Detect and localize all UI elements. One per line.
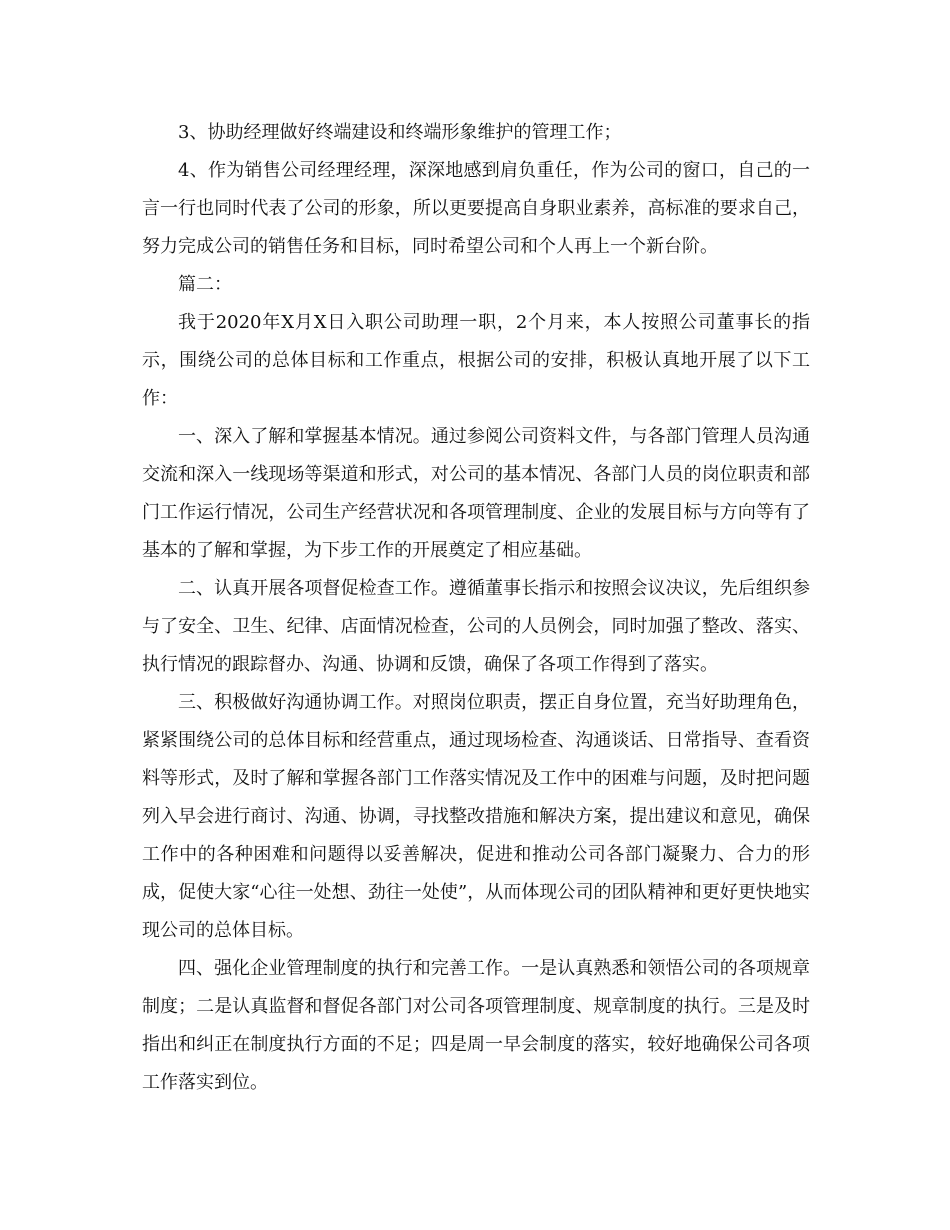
paragraph-section-four: 四、强化企业管理制度的执行和完善工作。一是认真熟悉和领悟公司的各项规章制度；二是认真监督和督促各部门对公司各项管理制度、规章制度的执行。三是及时指出和纠正在制度执行方面的不足；四是周一早会制度的落实，较好地确保公司各项工作落实到位。 <box>142 958 810 1093</box>
intro-paragraph: 我于2020年X月X日入职公司助理一职，2个月来，本人按照公司董事长的指示，围绕公司的总体目标和工作重点，根据公司的安排，积极认真地开展了以下工作： <box>142 312 810 409</box>
paragraph-section-three: 三、积极做好沟通协调工作。对照岗位职责，摆正自身位置，充当好助理角色，紧紧围绕公司的总体目标和经营重点，通过现场检查、沟通谈话、日常指导、查看资料等形式，及时了解和掌握各部门工作落实情况及工作中的困难与问题，及时把问题列入早会进行商讨、沟通、协调，寻找整改措施和解决方案，提出建议和意见，确保工作中的各种困难和问题得以妥善解决，促进和推动公司各部门凝聚力、合力的形成，促使大家“心往一处想、劲往一处使”，从而体现公司的团队精神和更好更快地实现公司的总体目标。 <box>142 692 810 941</box>
document-body <box>142 114 810 1102</box>
paragraph-section-two: 二、认真开展各项督促检查工作。遵循董事长指示和按照会议决议，先后组织参与了安全、卫生、纪律、店面情况检查，公司的人员例会，同时加强了整改、落实、执行情况的跟踪督办、沟通、协调和反馈，确保了各项工作得到了落实。 <box>142 578 810 675</box>
section-heading-pian-er: 篇二： <box>178 274 232 295</box>
paragraph-item-4: 4、作为销售公司经理经理，深深地感到肩负重任，作为公司的窗口，自己的一言一行也同时代表了公司的形象，所以更要提高自身职业素养，高标准的要求自己，努力完成公司的销售任务和目标，同时希望公司和个人再上一个新台阶。 <box>142 160 810 257</box>
paragraph-section-one: 一、深入了解和掌握基本情况。通过参阅公司资料文件，与各部门管理人员沟通交流和深入一线现场等渠道和形式，对公司的基本情况、各部门人员的岗位职责和部门工作运行情况，公司生产经营状况和各项管理制度、企业的发展目标与方向等有了基本的了解和掌握，为下步工作的开展奠定了相应基础。 <box>142 426 810 561</box>
paragraph-item-3: 3、协助经理做好终端建设和终端形象维护的管理工作； <box>178 122 622 143</box>
